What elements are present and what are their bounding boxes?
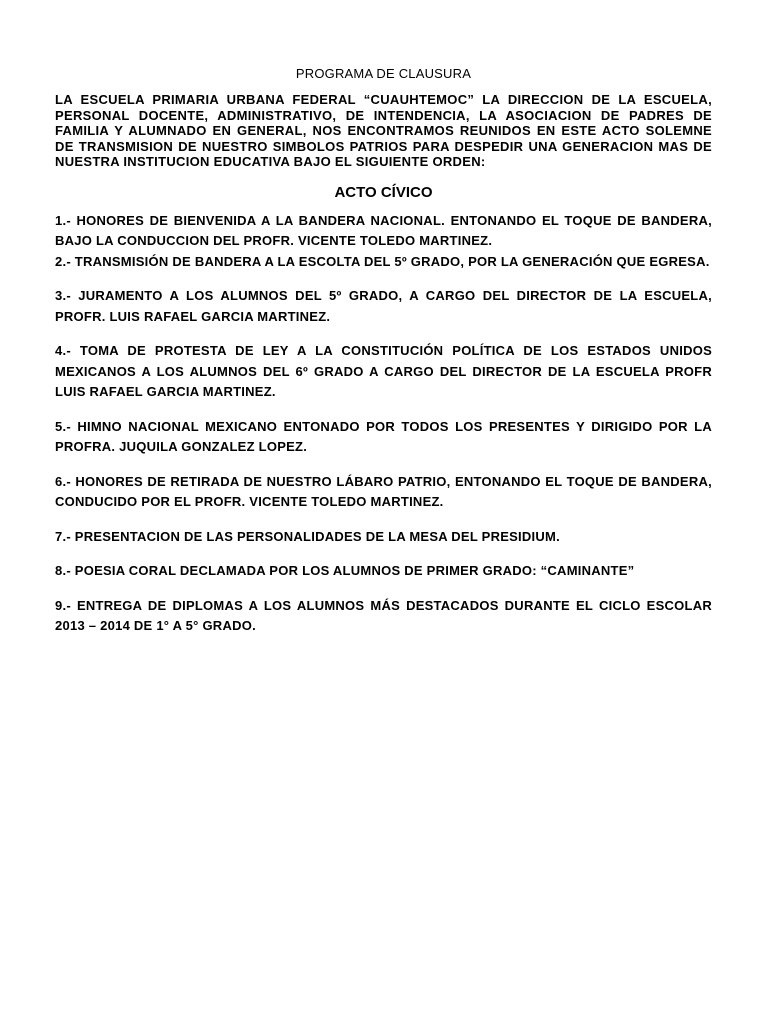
document-title: PROGRAMA DE CLAUSURA	[295, 66, 472, 81]
program-item-5: 5.- HIMNO NACIONAL MEXICANO ENTONADO POR TODOS LOS PRESENTES Y DIRIGIDO POR LA PROFRA. JUQUILA GONZALEZ LOPEZ.	[55, 418, 712, 454]
intro-paragraph: LA ESCUELA PRIMARIA URBANA FEDERAL “CUAUHTEMOC” LA DIRECCION DE LA ESCUELA, PERSONAL DOCENTE, ADMINISTRATIVO, DE INTENDENCIA, LA ASOCIACION DE PADRES DE FAMILIA Y ALUMNADO EN GENERAL, NOS ENCONTRAMOS REUNIDOS EN ESTE ACTO SOLEMNE DE TRANSMISION DE NUESTRO SIMBOLOS PATRIOS PARA DESPEDIR UNA GENERACION MAS DE NUESTRA INSTITUCION EDUCATIVA BAJO EL SIGUIENTE ORDEN:	[55, 92, 712, 169]
program-item-3: 3.- JURAMENTO A LOS ALUMNOS DEL 5º GRADO, A CARGO DEL DIRECTOR DE LA ESCUELA, PROFR. LUIS RAFAEL GARCIA MARTINEZ.	[55, 288, 712, 324]
program-item-4: 4.- TOMA DE PROTESTA DE LEY A LA CONSTITUCIÓN POLÍTICA DE LOS ESTADOS UNIDOS MEXICANOS A LOS ALUMNOS DEL 6º GRADO A CARGO DEL DIRECTOR DE LA ESCUELA PROFR LUIS RAFAEL GARCIA MARTINEZ.	[55, 343, 712, 399]
program-item-6: 6.- HONORES DE RETIRADA DE NUESTRO LÁBARO PATRIO, ENTONANDO EL TOQUE DE BANDERA, CONDUCIDO POR EL PROFR. VICENTE TOLEDO MARTINEZ.	[55, 473, 712, 509]
program-item-9: 9.- ENTREGA DE DIPLOMAS A LOS ALUMNOS MÁS DESTACADOS DURANTE EL CICLO ESCOLAR 2013 – 2014 DE 1° A 5° GRADO.	[55, 597, 712, 633]
program-item-1: 1.- HONORES DE BIENVENIDA A LA BANDERA NACIONAL. ENTONANDO EL TOQUE DE BANDERA, BAJO LA CONDUCCION DEL PROFR. VICENTE TOLEDO MARTINEZ.	[55, 212, 712, 248]
section-title: ACTO CÍVICO	[334, 183, 433, 201]
program-item-7: 7.- PRESENTACION DE LAS PERSONALIDADES DE LA MESA DEL PRESIDIUM.	[55, 528, 560, 544]
document-page	[55, 66, 712, 651]
program-item-8: 8.- POESIA CORAL DECLAMADA POR LOS ALUMNOS DE PRIMER GRADO: “CAMINANTE”	[55, 563, 635, 578]
program-item-2: 2.- TRANSMISIÓN DE BANDERA A LA ESCOLTA DEL 5º GRADO, POR LA GENERACIÓN QUE EGRESA.	[55, 253, 710, 269]
